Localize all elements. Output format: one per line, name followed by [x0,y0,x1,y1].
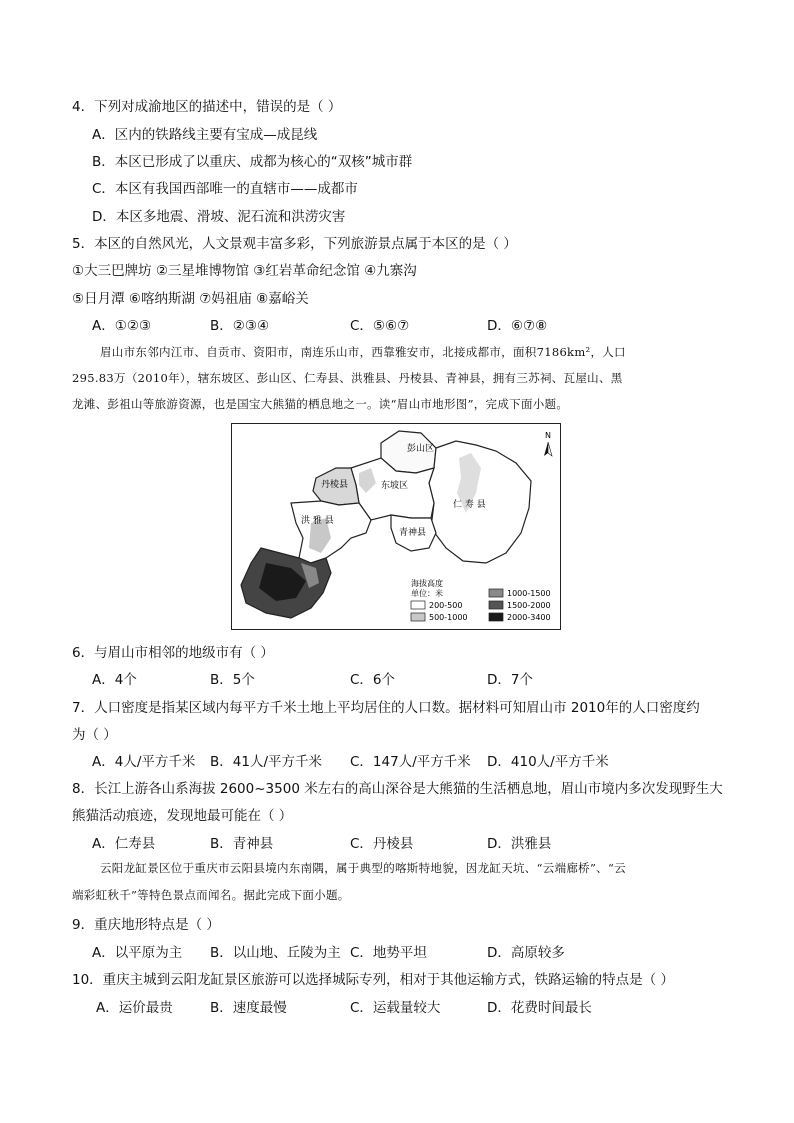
q8-option-c: C．丹棱县 [350,836,414,852]
q7-option-a: A．4人/平方千米 [92,754,196,770]
q6-options [0,668,794,688]
q9-option-b: B．以山地、丘陵为主 [210,945,341,961]
q10-option-a: A．运价最贵 [96,1000,173,1016]
q9-options [0,941,794,961]
passage1-line1: 眉山市东邻内江市、自贡市、资阳市，南连乐山市，西靠雅安市，北接成都市，面积7186km²，人口 [100,345,626,359]
legend-item-2: 500-1000 [429,613,468,622]
passage1-line3: 龙滩、彭祖山等旅游资源，也是国宝大熊猫的栖息地之一。读“眉山市地形图”，完成下面小题。 [72,397,569,411]
q10-options [0,996,794,1016]
q9-stem: 9．重庆地形特点是（ ） [72,917,220,933]
q8-option-a: A．仁寿县 [92,836,156,852]
label-danling: 丹棱县 [321,480,349,490]
passage1-line2: 295.83万（2010年），辖东坡区、彭山区、仁寿县、洪雅县、丹棱县、青神县，拥有三苏祠、瓦屋山、黑 [72,371,623,385]
legend-unit: 单位：米 [411,589,443,598]
q6-option-c: C．6个 [350,672,396,688]
q8-options [0,832,794,852]
q5-option-a: A．①②③ [92,318,152,334]
q6-option-a: A．4个 [92,672,137,688]
q10-stem: 10．重庆主城到云阳龙缸景区旅游可以选择城际专列，相对于其他运输方式，铁路运输的特点是（ ） [72,972,674,988]
q5-stem: 5．本区的自然风光，人文景观丰富多彩，下列旅游景点属于本区的是（ ） [72,236,517,252]
q4-option-d: D．本区多地震、滑坡、泥石流和洪涝灾害 [92,209,346,225]
q5-option-c: C．⑤⑥⑦ [350,318,410,334]
q5-options [0,314,794,334]
q4-stem: 4．下列对成渝地区的描述中，错误的是（ ） [72,99,342,115]
q7-stem-line1: 7．人口密度是指某区域内每平方千米土地上平均居住的人口数。据材料可知眉山市 2010年的人口密度约 [72,700,700,716]
q5-list-1: ①大三巴牌坊 ②三星堆博物馆 ③红岩革命纪念馆 ④九寨沟 [72,263,417,279]
legend-title: 海拔高度 [411,579,443,588]
q10-option-b: B．速度最慢 [210,1000,287,1016]
q4-option-c: C．本区有我国西部唯一的直辖市——成都市 [92,181,358,197]
label-pengshan: 彭山区 [407,444,435,454]
q6-option-b: B．5个 [210,672,255,688]
q4-option-a: A．区内的铁路线主要有宝成—成昆线 [92,127,318,143]
q7-option-c: C．147人/平方千米 [350,754,471,770]
q9-option-d: D．高原较多 [487,945,565,961]
q8-option-d: D．洪雅县 [487,836,552,852]
legend-item-3: 1000-1500 [507,589,551,598]
legend-item-1: 200-500 [429,601,463,610]
q8-stem-line2: 熊猫活动痕迹，发现地最可能在（ ） [72,808,293,824]
q7-options [0,750,794,770]
q7-option-d: D．410人/平方千米 [487,754,609,770]
q10-option-d: D．花费时间最长 [487,1000,592,1016]
meishan-terrain-map [231,423,561,630]
q9-option-a: A．以平原为主 [92,945,183,961]
q5-list-2: ⑤日月潭 ⑥喀纳斯湖 ⑦妈祖庙 ⑧嘉峪关 [72,291,309,307]
q5-option-d: D．⑥⑦⑧ [487,318,548,334]
q6-stem: 6．与眉山市相邻的地级市有（ ） [72,645,274,661]
label-hongya: 洪 雅 县 [301,516,334,526]
q8-stem-line1: 8．长江上游各山系海拔 2600~3500 米左右的高山深谷是大熊猫的生活栖息地，眉山市境内多次发现野生大 [72,781,723,797]
passage2-line1: 云阳龙缸景区位于重庆市云阳县境内东南隅，属于典型的喀斯特地貌，因龙缸天坑、“云端廊桥”、“云 [100,861,626,875]
q5-option-b: B．②③④ [210,318,270,334]
q8-option-b: B．青神县 [210,836,274,852]
q10-option-c: C．运载量较大 [350,1000,441,1016]
legend-item-5: 2000-3400 [507,613,551,622]
legend-item-4: 1500-2000 [507,601,551,610]
q7-option-b: B．41人/平方千米 [210,754,322,770]
svg-text:N: N [545,431,551,440]
q9-option-c: C．地势平坦 [350,945,427,961]
passage2-line2: 端彩虹秋千”等特色景点而闻名。据此完成下面小题。 [72,888,350,902]
q4-option-b: B．本区已形成了以重庆、成都为核心的“双核”城市群 [92,154,413,170]
label-dongpo: 东坡区 [381,481,409,491]
label-renshou: 仁 寿 县 [453,500,486,510]
label-qingshen: 青神县 [399,528,427,538]
q6-option-d: D．7个 [487,672,533,688]
q7-stem-line2: 为（ ） [72,727,117,743]
